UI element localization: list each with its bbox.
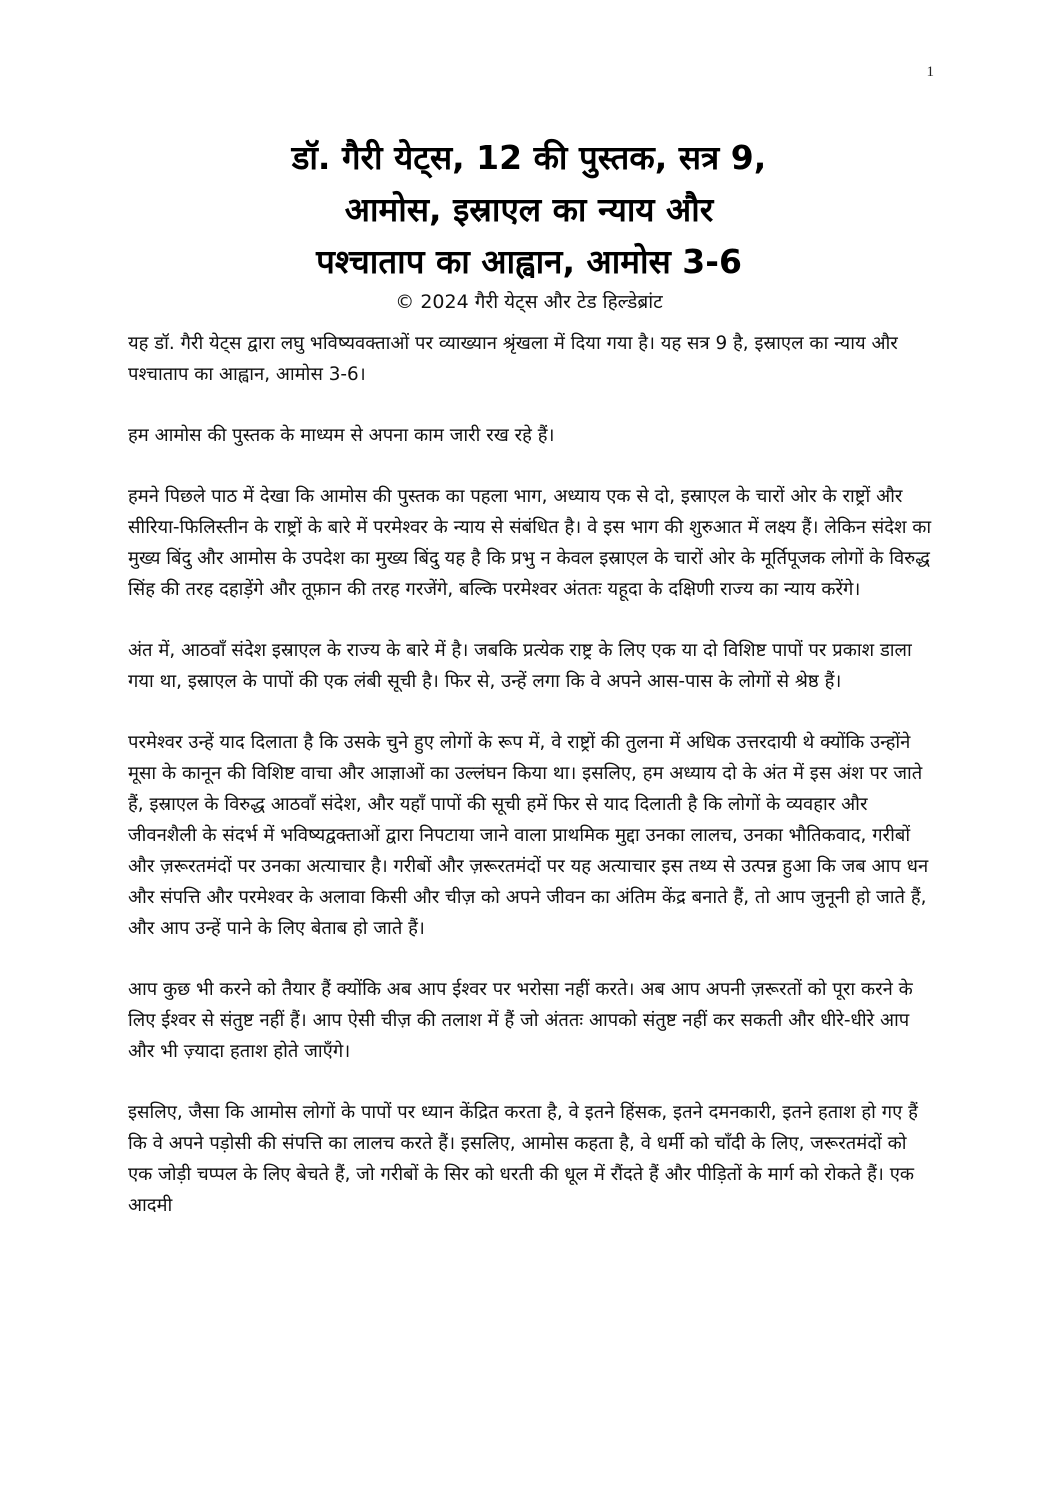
page-title-line-3: पश्चाताप का आह्वान, आमोस 3-6 [316, 242, 742, 281]
paragraph-2: हम आमोस की पुस्तक के माध्यम से अपना काम जारी रख रहे हैं। [128, 425, 555, 446]
paragraph-5: परमेश्वर उन्हें याद दिलाता है कि उसके चुने हुए लोगों के रूप में, वे राष्ट्रों की तुलना में अधिक उत्तरदायी थे क्योंकि उन्होंने मूसा के कानून की विशिष्ट वाचा और आज्ञाओं का उल्लंघन किया था। इसलिए, हम अध्याय दो के अंत में इस अंश पर जाते हैं, इस्राएल के विरुद्ध आठवाँ संदेश, और यहाँ पापों की सूची हमें फिर से याद दिलाती है कि लोगों के व्यवहार और जीवनशैली के संदर्भ में भविष्यद्वक्ताओं द्वारा निपटाया जाने वाला प्राथमिक मुद्दा उनका लालच, उनका भौतिकवाद, गरीबों और ज़रूरतमंदों पर उनका अत्याचार है। गरीबों और ज़रूरतमंदों पर यह अत्याचार इस तथ्य से उत्पन्न हुआ कि जब आप धन और संपत्ति और परमेश्वर के अलावा किसी और चीज़ को अपने जीवन का अंतिम केंद्र बनाते हैं, तो आप जुनूनी हो जाते हैं, और आप उन्हें पाने के लिए बेताब हो जाते हैं। [128, 732, 929, 939]
paragraph-6: आप कुछ भी करने को तैयार हैं क्योंकि अब आप ईश्वर पर भरोसा नहीं करते। अब आप अपनी ज़रूरतों को पूरा करने के लिए ईश्वर से संतुष्ट नहीं हैं। आप ऐसी चीज़ की तलाश में हैं जो अंततः आपको संतुष्ट नहीं कर सकती और धीरे-धीरे आप और भी ज़्यादा हताश होते जाएँगे। [128, 979, 913, 1062]
paragraph-7: इसलिए, जैसा कि आमोस लोगों के पापों पर ध्यान केंद्रित करता है, वे इतने हिंसक, इतने दमनकारी, इतने हताश हो गए हैं कि वे अपने पड़ोसी की संपत्ति का लालच करते हैं। इसलिए, आमोस कहता है, वे धर्मी को चाँदी के लिए, जरूरतमंदों को एक जोड़ी चप्पल के लिए बेचते हैं, जो गरीबों के सिर को धरती की धूल में रौंदते हैं और पीड़ितों के मार्ग को रोकते हैं। एक आदमी [128, 1102, 918, 1216]
paragraph-4: अंत में, आठवाँ संदेश इस्राएल के राज्य के बारे में है। जबकि प्रत्येक राष्ट्र के लिए एक या दो विशिष्ट पापों पर प्रकाश डाला गया था, इस्राएल के पापों की एक लंबी सूची है। फिर से, उन्हें लगा कि वे अपने आस-पास के लोगों से श्रेष्ठ हैं। [128, 640, 912, 692]
paragraph-3: हमने पिछले पाठ में देखा कि आमोस की पुस्तक का पहला भाग, अध्याय एक से दो, इस्राएल के चारों ओर के राष्ट्रों और सीरिया-फिलिस्तीन के राष्ट्रों के बारे में परमेश्वर के न्याय से संबंधित है। वे इस भाग की शुरुआत में लक्ष्य हैं। लेकिन संदेश का मुख्य बिंदु और आमोस के उपदेश का मुख्य बिंदु यह है कि प्रभु न केवल इस्राएल के चारों ओर के मूर्तिपूजक लोगों के विरुद्ध सिंह की तरह दहाड़ेंगे और तूफ़ान की तरह गरजेंगे, बल्कि परमेश्वर अंततः यहूदा के दक्षिणी राज्य का न्याय करेंगे। [128, 486, 932, 600]
page-title-line-1: डॉ. गैरी येट्स, 12 की पुस्तक, सत्र 9, [291, 138, 767, 177]
page-title-line-2: आमोस, इस्राएल का न्याय और [344, 190, 714, 229]
title-block [100, 132, 958, 316]
paragraph-1: यह डॉ. गैरी येट्स द्वारा लघु भविष्यवक्ताओं पर व्याख्यान श्रृंखला में दिया गया है। यह सत्र 9 है, इस्राएल का न्याय और पश्चाताप का आह्वान, आमोस 3-6। [128, 333, 898, 385]
page-number: 1 [926, 64, 934, 80]
copyright-notice: © 2024 गैरी येट्स और टेड हिल्डेब्रांट [395, 291, 663, 313]
document-body [128, 328, 934, 1251]
